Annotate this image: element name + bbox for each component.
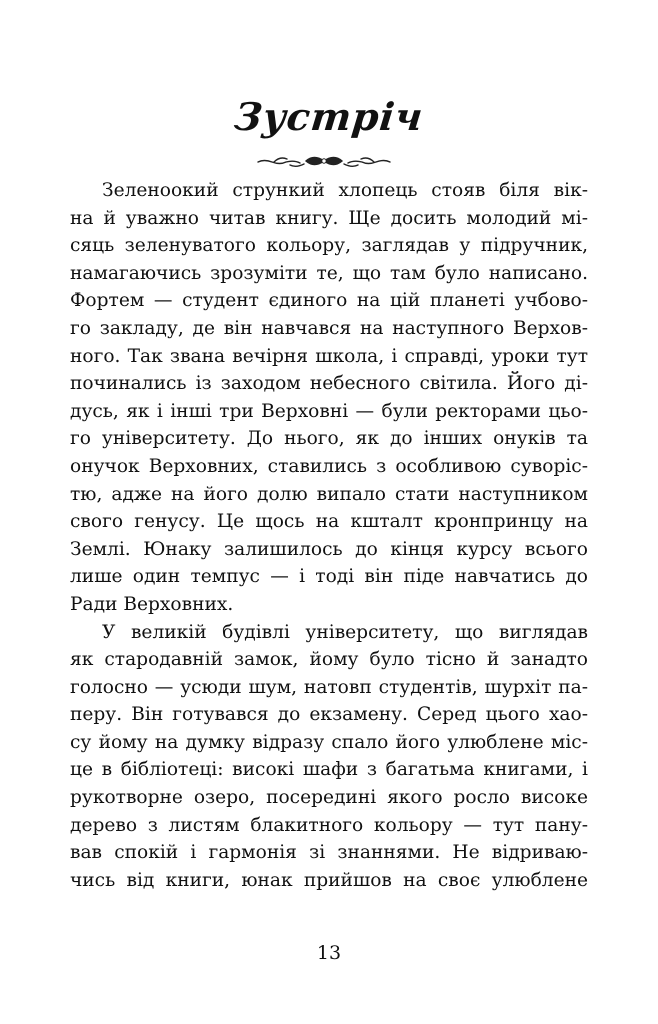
text-line: починались із заходом небесного світила. Його ді- (70, 373, 588, 395)
text-line: лише один темпус — і тоді він піде навчатись до (70, 566, 588, 588)
text-line: це в бібліотеці: високі шафи з багатьма книгами, і (70, 759, 588, 781)
paragraph-1 (70, 177, 588, 619)
text-line: дусь, як і інші три Верховні — були ректорами цьо- (70, 400, 588, 422)
text-line: перу. Він готувався до екзамену. Серед цього хао- (70, 704, 588, 726)
decorative-flourish-icon (254, 150, 394, 172)
text-line: сяць зеленуватого кольору, заглядав у підручник, (70, 235, 588, 257)
text-line: Фортем — студент єдиного на цій планеті учбово- (70, 290, 588, 312)
text-line: намагаючись зрозуміти те, що там було написано. (70, 262, 588, 284)
text-line: свого генусу. Це щось на кшталт кронпринцу на (70, 511, 588, 533)
text-line: су йому на думку відразу спало його улюблене міс- (70, 731, 588, 753)
text-line: тю, адже на його долю випало стати наступником (70, 483, 588, 505)
chapter-title: Зустріч (232, 94, 426, 139)
page-number: 13 (316, 942, 342, 964)
text-line: Зеленоокий стрункий хлопець стояв біля вік- (102, 180, 588, 201)
text-line: дерево з листям блакитного кольору — тут пану- (70, 814, 588, 836)
text-line: чись від книги, юнак прийшов на своє улюблене (70, 869, 588, 891)
text-line: голосно — усюди шум, натовп студентів, шурхіт па- (70, 676, 588, 698)
paragraph-2 (70, 619, 588, 895)
text-line: онучок Верховних, ставились з особливою суворіс- (70, 455, 588, 477)
text-line: го закладу, де він навчався на наступного Верхов- (70, 317, 588, 339)
text-line: рукотворне озеро, посередині якого росло високе (70, 787, 588, 809)
text-line: вав спокій і гармонія зі знаннями. Не відриваю- (70, 842, 588, 864)
text-line: на й уважно читав книгу. Ще досить молодий мі- (70, 207, 588, 229)
text-line: як стародавній замок, йому було тісно й занадто (70, 649, 588, 671)
text-line: Землі. Юнаку залишилось до кінця курсу всього (70, 538, 588, 560)
text-line: Ради Верховних. (70, 593, 234, 615)
text-line: У великій будівлі університету, що виглядав (102, 621, 588, 643)
chapter-body (70, 177, 588, 894)
text-line: го університету. До нього, як до інших онуків та (70, 428, 588, 450)
text-line: ного. Так звана вечірня школа, і справді, уроки тут (70, 345, 588, 367)
